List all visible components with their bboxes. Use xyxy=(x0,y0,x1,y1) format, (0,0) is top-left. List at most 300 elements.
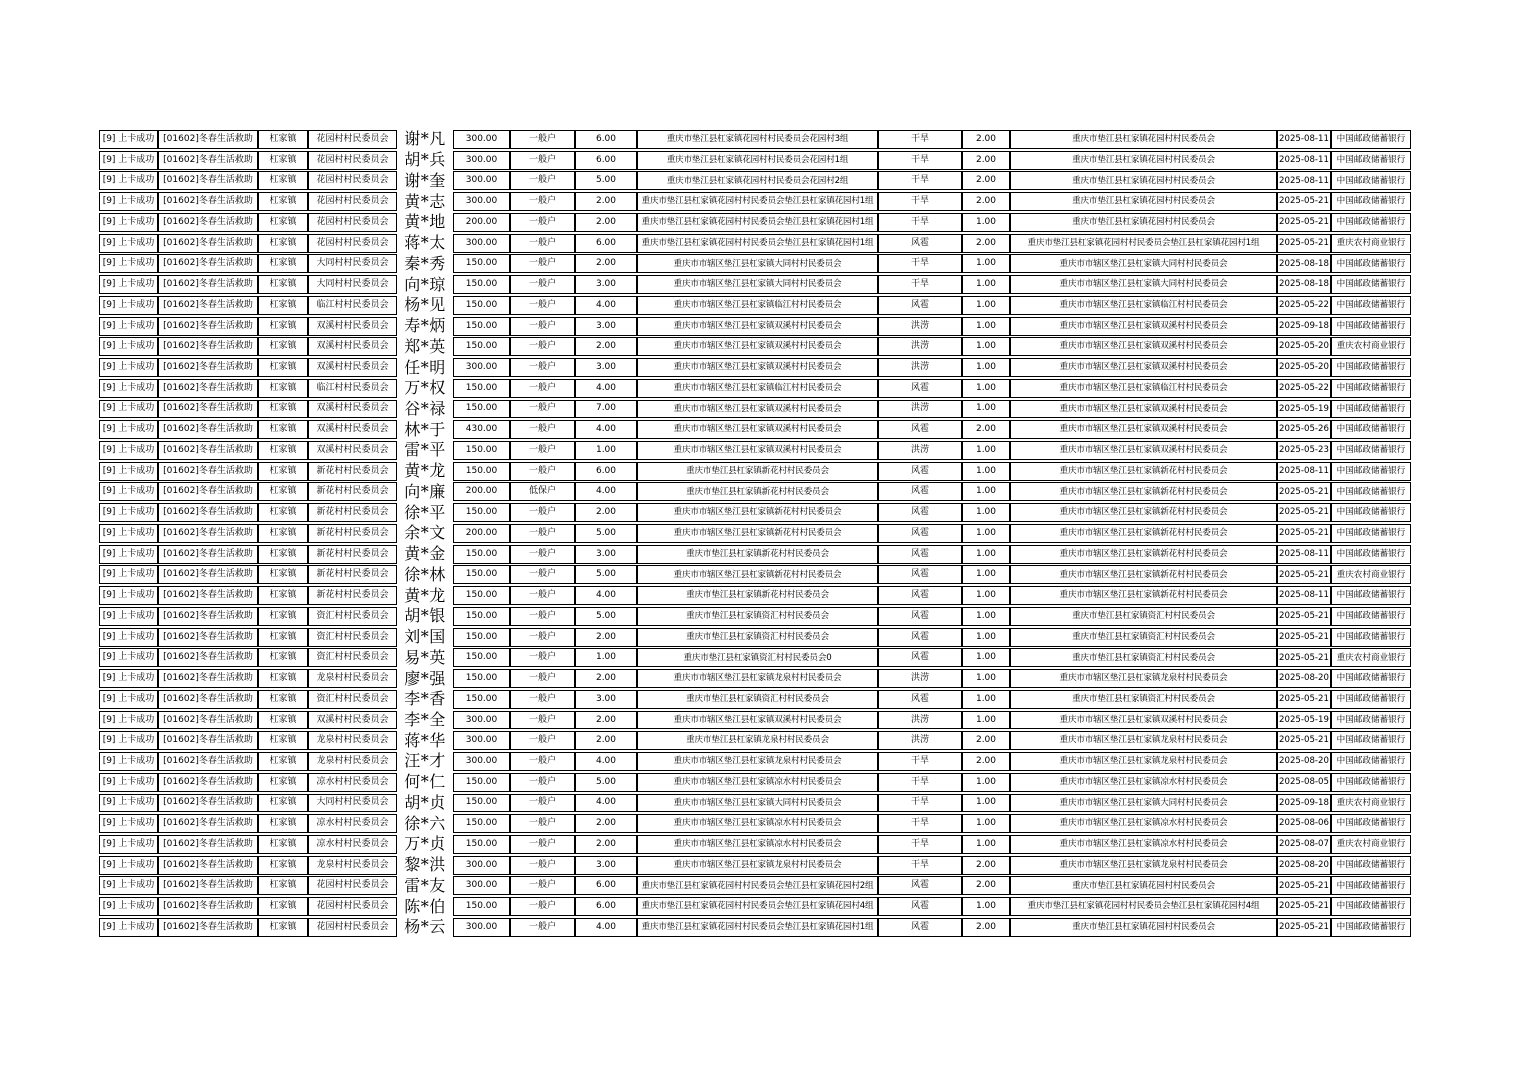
bank-cell: 中国邮政储蓄银行 xyxy=(1331,897,1411,916)
village-committee-cell: 花园村村民委员会 xyxy=(308,151,397,170)
beneficiary-name: 徐*六 xyxy=(397,814,453,833)
payment-date-cell: 2025-05-21 xyxy=(1277,607,1331,626)
household-type-cell: 一般户 xyxy=(510,171,575,190)
beneficiary-name: 杨*云 xyxy=(397,918,453,937)
household-type-cell: 一般户 xyxy=(510,835,575,854)
payment-date-cell: 2025-05-20 xyxy=(1277,358,1331,377)
reporting-org-cell: 重庆市垫江县杠家镇新花村村民委员会 xyxy=(637,482,878,501)
household-type-cell: 一般户 xyxy=(510,296,575,315)
status-cell: [9] 上卡成功 xyxy=(99,171,158,190)
disaster-count-cell: 2.00 xyxy=(962,130,1010,149)
table-row xyxy=(99,752,1411,771)
table-row xyxy=(99,441,1411,460)
disaster-count-cell: 2.00 xyxy=(962,876,1010,895)
reporting-org-cell: 重庆市市辖区垫江县杠家镇双溪村村民委员会 xyxy=(637,317,878,336)
beneficiary-name: 蒋*华 xyxy=(397,731,453,750)
family-count-cell: 4.00 xyxy=(575,794,637,813)
beneficiary-name: 黄*志 xyxy=(397,192,453,211)
household-type-cell: 一般户 xyxy=(510,151,575,170)
town-cell: 杠家镇 xyxy=(258,317,308,336)
family-count-cell: 2.00 xyxy=(575,213,637,232)
status-cell: [9] 上卡成功 xyxy=(99,441,158,460)
household-type-cell: 一般户 xyxy=(510,773,575,792)
village-committee-cell: 花园村村民委员会 xyxy=(308,213,397,232)
reporting-org-cell: 重庆市市辖区垫江县杠家镇凉水村村民委员会 xyxy=(637,773,878,792)
beneficiary-name: 林*于 xyxy=(397,420,453,439)
amount-cell: 200.00 xyxy=(453,524,510,543)
payee-org-cell: 重庆市市辖区垫江县杠家镇龙泉村村民委员会 xyxy=(1010,856,1277,875)
town-cell: 杠家镇 xyxy=(258,358,308,377)
disaster-count-cell: 1.00 xyxy=(962,897,1010,916)
amount-cell: 300.00 xyxy=(453,171,510,190)
amount-cell: 150.00 xyxy=(453,337,510,356)
aid-type-cell: [01602]冬春生活救助 xyxy=(158,897,258,916)
table-row xyxy=(99,462,1411,481)
disaster-type-cell: 风雹 xyxy=(878,648,962,667)
bank-cell: 重庆农村商业银行 xyxy=(1331,794,1411,813)
beneficiary-name: 万*权 xyxy=(397,379,453,398)
amount-cell: 150.00 xyxy=(453,814,510,833)
family-count-cell: 3.00 xyxy=(575,856,637,875)
family-count-cell: 5.00 xyxy=(575,773,637,792)
payee-org-cell: 重庆市市辖区垫江县杠家镇新花村村民委员会 xyxy=(1010,545,1277,564)
status-cell: [9] 上卡成功 xyxy=(99,814,158,833)
bank-cell: 中国邮政储蓄银行 xyxy=(1331,400,1411,419)
disaster-type-cell: 风雹 xyxy=(878,234,962,253)
aid-type-cell: [01602]冬春生活救助 xyxy=(158,773,258,792)
reporting-org-cell: 重庆市垫江县杠家镇新花村村民委员会 xyxy=(637,586,878,605)
bank-cell: 中国邮政储蓄银行 xyxy=(1331,296,1411,315)
village-committee-cell: 大同村村民委员会 xyxy=(308,794,397,813)
family-count-cell: 1.00 xyxy=(575,648,637,667)
disaster-count-cell: 2.00 xyxy=(962,151,1010,170)
disaster-type-cell: 干旱 xyxy=(878,130,962,149)
payment-date-cell: 2025-08-06 xyxy=(1277,814,1331,833)
disaster-count-cell: 1.00 xyxy=(962,628,1010,647)
disaster-count-cell: 1.00 xyxy=(962,545,1010,564)
bank-cell: 中国邮政储蓄银行 xyxy=(1331,317,1411,336)
beneficiary-name: 何*仁 xyxy=(397,773,453,792)
village-committee-cell: 资汇村村民委员会 xyxy=(308,648,397,667)
family-count-cell: 4.00 xyxy=(575,586,637,605)
disaster-count-cell: 1.00 xyxy=(962,317,1010,336)
payment-date-cell: 2025-05-26 xyxy=(1277,420,1331,439)
aid-type-cell: [01602]冬春生活救助 xyxy=(158,400,258,419)
table-row xyxy=(99,358,1411,377)
table-row xyxy=(99,213,1411,232)
status-cell: [9] 上卡成功 xyxy=(99,317,158,336)
aid-type-cell: [01602]冬春生活救助 xyxy=(158,648,258,667)
status-cell: [9] 上卡成功 xyxy=(99,711,158,730)
family-count-cell: 6.00 xyxy=(575,234,637,253)
bank-cell: 中国邮政储蓄银行 xyxy=(1331,503,1411,522)
payment-date-cell: 2025-08-07 xyxy=(1277,835,1331,854)
payee-org-cell: 重庆市垫江县杠家镇花园村村民委员会 xyxy=(1010,151,1277,170)
amount-cell: 300.00 xyxy=(453,856,510,875)
disaster-count-cell: 1.00 xyxy=(962,296,1010,315)
household-type-cell: 一般户 xyxy=(510,358,575,377)
disaster-count-cell: 1.00 xyxy=(962,358,1010,377)
reporting-org-cell: 重庆市市辖区垫江县杠家镇龙泉村村民委员会 xyxy=(637,752,878,771)
reporting-org-cell: 重庆市市辖区垫江县杠家镇临江村村民委员会 xyxy=(637,296,878,315)
payment-date-cell: 2025-05-21 xyxy=(1277,503,1331,522)
disaster-type-cell: 风雹 xyxy=(878,296,962,315)
disaster-type-cell: 风雹 xyxy=(878,482,962,501)
bank-cell: 中国邮政储蓄银行 xyxy=(1331,192,1411,211)
table-row xyxy=(99,234,1411,253)
table-row xyxy=(99,648,1411,667)
town-cell: 杠家镇 xyxy=(258,586,308,605)
beneficiary-name: 余*文 xyxy=(397,524,453,543)
town-cell: 杠家镇 xyxy=(258,420,308,439)
household-type-cell: 一般户 xyxy=(510,648,575,667)
household-type-cell: 一般户 xyxy=(510,441,575,460)
household-type-cell: 一般户 xyxy=(510,794,575,813)
village-committee-cell: 新花村村民委员会 xyxy=(308,565,397,584)
table-row xyxy=(99,897,1411,916)
village-committee-cell: 双溪村村民委员会 xyxy=(308,358,397,377)
bank-cell: 中国邮政储蓄银行 xyxy=(1331,213,1411,232)
disaster-count-cell: 1.00 xyxy=(962,773,1010,792)
disaster-type-cell: 干旱 xyxy=(878,835,962,854)
payee-org-cell: 重庆市市辖区垫江县杠家镇大同村村民委员会 xyxy=(1010,254,1277,273)
aid-type-cell: [01602]冬春生活救助 xyxy=(158,690,258,709)
reporting-org-cell: 重庆市垫江县杠家镇花园村村民委员会垫江县杠家镇花园村1组 xyxy=(637,234,878,253)
aid-type-cell: [01602]冬春生活救助 xyxy=(158,275,258,294)
family-count-cell: 2.00 xyxy=(575,254,637,273)
disaster-type-cell: 风雹 xyxy=(878,690,962,709)
payee-org-cell: 重庆市市辖区垫江县杠家镇新花村村民委员会 xyxy=(1010,565,1277,584)
payee-org-cell: 重庆市垫江县杠家镇花园村村民委员会 xyxy=(1010,171,1277,190)
village-committee-cell: 花园村村民委员会 xyxy=(308,171,397,190)
disaster-count-cell: 1.00 xyxy=(962,337,1010,356)
beneficiary-name: 任*明 xyxy=(397,358,453,377)
reporting-org-cell: 重庆市市辖区垫江县杠家镇新花村村民委员会 xyxy=(637,524,878,543)
village-committee-cell: 临江村村民委员会 xyxy=(308,296,397,315)
village-committee-cell: 花园村村民委员会 xyxy=(308,918,397,937)
household-type-cell: 一般户 xyxy=(510,628,575,647)
amount-cell: 150.00 xyxy=(453,254,510,273)
town-cell: 杠家镇 xyxy=(258,814,308,833)
status-cell: [9] 上卡成功 xyxy=(99,192,158,211)
bank-cell: 中国邮政储蓄银行 xyxy=(1331,545,1411,564)
beneficiary-name: 谷*禄 xyxy=(397,400,453,419)
disaster-type-cell: 风雹 xyxy=(878,918,962,937)
reporting-org-cell: 重庆市垫江县杠家镇新花村村民委员会 xyxy=(637,462,878,481)
household-type-cell: 一般户 xyxy=(510,524,575,543)
village-committee-cell: 凉水村村民委员会 xyxy=(308,814,397,833)
family-count-cell: 4.00 xyxy=(575,420,637,439)
disaster-type-cell: 干旱 xyxy=(878,752,962,771)
status-cell: [9] 上卡成功 xyxy=(99,856,158,875)
disaster-type-cell: 风雹 xyxy=(878,628,962,647)
family-count-cell: 3.00 xyxy=(575,545,637,564)
household-type-cell: 一般户 xyxy=(510,337,575,356)
payee-org-cell: 重庆市市辖区垫江县杠家镇双溪村村民委员会 xyxy=(1010,400,1277,419)
beneficiary-name: 胡*银 xyxy=(397,607,453,626)
family-count-cell: 2.00 xyxy=(575,835,637,854)
beneficiary-name: 秦*秀 xyxy=(397,254,453,273)
household-type-cell: 一般户 xyxy=(510,213,575,232)
reporting-org-cell: 重庆市垫江县杠家镇花园村村民委员会花园村2组 xyxy=(637,171,878,190)
disaster-type-cell: 干旱 xyxy=(878,773,962,792)
status-cell: [9] 上卡成功 xyxy=(99,648,158,667)
payee-org-cell: 重庆市垫江县杠家镇花园村村民委员会 xyxy=(1010,213,1277,232)
reporting-org-cell: 重庆市市辖区垫江县杠家镇新花村村民委员会 xyxy=(637,503,878,522)
payee-org-cell: 重庆市垫江县杠家镇花园村村民委员会 xyxy=(1010,130,1277,149)
family-count-cell: 2.00 xyxy=(575,711,637,730)
status-cell: [9] 上卡成功 xyxy=(99,773,158,792)
payee-org-cell: 重庆市垫江县杠家镇资汇村村民委员会 xyxy=(1010,648,1277,667)
aid-type-cell: [01602]冬春生活救助 xyxy=(158,254,258,273)
disaster-count-cell: 1.00 xyxy=(962,275,1010,294)
payment-date-cell: 2025-05-21 xyxy=(1277,565,1331,584)
amount-cell: 300.00 xyxy=(453,358,510,377)
household-type-cell: 一般户 xyxy=(510,545,575,564)
payee-org-cell: 重庆市市辖区垫江县杠家镇临江村村民委员会 xyxy=(1010,379,1277,398)
beneficiary-name: 李*全 xyxy=(397,711,453,730)
family-count-cell: 2.00 xyxy=(575,628,637,647)
village-committee-cell: 龙泉村村民委员会 xyxy=(308,669,397,688)
reporting-org-cell: 重庆市垫江县杠家镇花园村村民委员会垫江县杠家镇花园村1组 xyxy=(637,213,878,232)
disaster-count-cell: 1.00 xyxy=(962,669,1010,688)
reporting-org-cell: 重庆市垫江县杠家镇花园村村民委员会垫江县杠家镇花园村4组 xyxy=(637,897,878,916)
village-committee-cell: 花园村村民委员会 xyxy=(308,130,397,149)
town-cell: 杠家镇 xyxy=(258,254,308,273)
payment-date-cell: 2025-08-11 xyxy=(1277,171,1331,190)
amount-cell: 300.00 xyxy=(453,731,510,750)
table-row xyxy=(99,254,1411,273)
payment-date-cell: 2025-08-18 xyxy=(1277,254,1331,273)
town-cell: 杠家镇 xyxy=(258,918,308,937)
village-committee-cell: 新花村村民委员会 xyxy=(308,524,397,543)
disaster-count-cell: 1.00 xyxy=(962,441,1010,460)
disaster-type-cell: 洪涝 xyxy=(878,711,962,730)
payee-org-cell: 重庆市市辖区垫江县杠家镇双溪村村民委员会 xyxy=(1010,337,1277,356)
town-cell: 杠家镇 xyxy=(258,213,308,232)
beneficiary-name: 廖*强 xyxy=(397,669,453,688)
beneficiary-name: 刘*国 xyxy=(397,628,453,647)
household-type-cell: 一般户 xyxy=(510,814,575,833)
bank-cell: 中国邮政储蓄银行 xyxy=(1331,711,1411,730)
bank-cell: 中国邮政储蓄银行 xyxy=(1331,814,1411,833)
disaster-type-cell: 洪涝 xyxy=(878,358,962,377)
bank-cell: 中国邮政储蓄银行 xyxy=(1331,254,1411,273)
reporting-org-cell: 重庆市市辖区垫江县杠家镇双溪村村民委员会 xyxy=(637,337,878,356)
household-type-cell: 一般户 xyxy=(510,565,575,584)
payee-org-cell: 重庆市市辖区垫江县杠家镇临江村村民委员会 xyxy=(1010,296,1277,315)
family-count-cell: 4.00 xyxy=(575,482,637,501)
bank-cell: 重庆农村商业银行 xyxy=(1331,648,1411,667)
disaster-type-cell: 洪涝 xyxy=(878,317,962,336)
table-row xyxy=(99,876,1411,895)
aid-type-cell: [01602]冬春生活救助 xyxy=(158,420,258,439)
reporting-org-cell: 重庆市市辖区垫江县杠家镇凉水村村民委员会 xyxy=(637,835,878,854)
payment-date-cell: 2025-05-21 xyxy=(1277,918,1331,937)
amount-cell: 150.00 xyxy=(453,897,510,916)
village-committee-cell: 大同村村民委员会 xyxy=(308,275,397,294)
aid-type-cell: [01602]冬春生活救助 xyxy=(158,213,258,232)
village-committee-cell: 双溪村村民委员会 xyxy=(308,711,397,730)
aid-type-cell: [01602]冬春生活救助 xyxy=(158,234,258,253)
family-count-cell: 2.00 xyxy=(575,337,637,356)
table-row xyxy=(99,628,1411,647)
household-type-cell: 一般户 xyxy=(510,669,575,688)
payment-date-cell: 2025-09-18 xyxy=(1277,317,1331,336)
disaster-type-cell: 洪涝 xyxy=(878,669,962,688)
status-cell: [9] 上卡成功 xyxy=(99,835,158,854)
beneficiary-name: 谢*凡 xyxy=(397,130,453,149)
household-type-cell: 一般户 xyxy=(510,586,575,605)
amount-cell: 150.00 xyxy=(453,545,510,564)
disaster-count-cell: 1.00 xyxy=(962,711,1010,730)
status-cell: [9] 上卡成功 xyxy=(99,690,158,709)
benefit-payment-table xyxy=(99,130,1411,939)
payee-org-cell: 重庆市垫江县杠家镇花园村村民委员会 xyxy=(1010,192,1277,211)
payment-date-cell: 2025-05-21 xyxy=(1277,648,1331,667)
disaster-type-cell: 洪涝 xyxy=(878,731,962,750)
beneficiary-name: 杨*见 xyxy=(397,296,453,315)
village-committee-cell: 大同村村民委员会 xyxy=(308,254,397,273)
table-row xyxy=(99,317,1411,336)
disaster-count-cell: 1.00 xyxy=(962,254,1010,273)
reporting-org-cell: 重庆市市辖区垫江县杠家镇新花村村民委员会 xyxy=(637,565,878,584)
reporting-org-cell: 重庆市市辖区垫江县杠家镇临江村村民委员会 xyxy=(637,379,878,398)
disaster-count-cell: 1.00 xyxy=(962,503,1010,522)
family-count-cell: 2.00 xyxy=(575,503,637,522)
table-row xyxy=(99,296,1411,315)
town-cell: 杠家镇 xyxy=(258,296,308,315)
household-type-cell: 一般户 xyxy=(510,856,575,875)
table-row xyxy=(99,731,1411,750)
payment-date-cell: 2025-08-20 xyxy=(1277,856,1331,875)
bank-cell: 中国邮政储蓄银行 xyxy=(1331,773,1411,792)
disaster-count-cell: 1.00 xyxy=(962,586,1010,605)
aid-type-cell: [01602]冬春生活救助 xyxy=(158,462,258,481)
town-cell: 杠家镇 xyxy=(258,752,308,771)
amount-cell: 300.00 xyxy=(453,130,510,149)
village-committee-cell: 双溪村村民委员会 xyxy=(308,400,397,419)
family-count-cell: 7.00 xyxy=(575,400,637,419)
beneficiary-name: 胡*兵 xyxy=(397,151,453,170)
disaster-count-cell: 1.00 xyxy=(962,690,1010,709)
disaster-count-cell: 2.00 xyxy=(962,171,1010,190)
payment-date-cell: 2025-05-22 xyxy=(1277,379,1331,398)
payee-org-cell: 重庆市垫江县杠家镇花园村村民委员会垫江县杠家镇花园村1组 xyxy=(1010,234,1277,253)
payment-date-cell: 2025-05-20 xyxy=(1277,337,1331,356)
table-row xyxy=(99,607,1411,626)
family-count-cell: 5.00 xyxy=(575,171,637,190)
payee-org-cell: 重庆市市辖区垫江县杠家镇大同村村民委员会 xyxy=(1010,275,1277,294)
reporting-org-cell: 重庆市市辖区垫江县杠家镇双溪村村民委员会 xyxy=(637,400,878,419)
status-cell: [9] 上卡成功 xyxy=(99,337,158,356)
reporting-org-cell: 重庆市垫江县杠家镇花园村村民委员会垫江县杠家镇花园村2组 xyxy=(637,876,878,895)
disaster-type-cell: 干旱 xyxy=(878,794,962,813)
status-cell: [9] 上卡成功 xyxy=(99,254,158,273)
disaster-count-cell: 1.00 xyxy=(962,607,1010,626)
payment-date-cell: 2025-05-21 xyxy=(1277,482,1331,501)
beneficiary-name: 黄*龙 xyxy=(397,462,453,481)
disaster-count-cell: 1.00 xyxy=(962,462,1010,481)
family-count-cell: 5.00 xyxy=(575,607,637,626)
family-count-cell: 6.00 xyxy=(575,130,637,149)
bank-cell: 中国邮政储蓄银行 xyxy=(1331,669,1411,688)
disaster-type-cell: 干旱 xyxy=(878,275,962,294)
table-row xyxy=(99,420,1411,439)
payee-org-cell: 重庆市市辖区垫江县杠家镇龙泉村村民委员会 xyxy=(1010,731,1277,750)
amount-cell: 300.00 xyxy=(453,876,510,895)
family-count-cell: 2.00 xyxy=(575,731,637,750)
disaster-count-cell: 2.00 xyxy=(962,420,1010,439)
payee-org-cell: 重庆市垫江县杠家镇资汇村村民委员会 xyxy=(1010,690,1277,709)
bank-cell: 重庆农村商业银行 xyxy=(1331,337,1411,356)
payee-org-cell: 重庆市市辖区垫江县杠家镇龙泉村村民委员会 xyxy=(1010,669,1277,688)
disaster-type-cell: 干旱 xyxy=(878,254,962,273)
beneficiary-name: 向*廉 xyxy=(397,482,453,501)
disaster-type-cell: 洪涝 xyxy=(878,400,962,419)
household-type-cell: 一般户 xyxy=(510,607,575,626)
status-cell: [9] 上卡成功 xyxy=(99,420,158,439)
bank-cell: 中国邮政储蓄银行 xyxy=(1331,358,1411,377)
status-cell: [9] 上卡成功 xyxy=(99,586,158,605)
town-cell: 杠家镇 xyxy=(258,669,308,688)
disaster-type-cell: 干旱 xyxy=(878,171,962,190)
table-row xyxy=(99,565,1411,584)
payment-date-cell: 2025-05-21 xyxy=(1277,192,1331,211)
payment-date-cell: 2025-05-19 xyxy=(1277,711,1331,730)
town-cell: 杠家镇 xyxy=(258,856,308,875)
village-committee-cell: 新花村村民委员会 xyxy=(308,462,397,481)
table-row xyxy=(99,711,1411,730)
payment-date-cell: 2025-05-21 xyxy=(1277,628,1331,647)
beneficiary-name: 蒋*太 xyxy=(397,234,453,253)
amount-cell: 200.00 xyxy=(453,482,510,501)
payment-date-cell: 2025-08-11 xyxy=(1277,586,1331,605)
aid-type-cell: [01602]冬春生活救助 xyxy=(158,565,258,584)
beneficiary-name: 寿*炳 xyxy=(397,317,453,336)
amount-cell: 150.00 xyxy=(453,607,510,626)
beneficiary-name: 黎*洪 xyxy=(397,856,453,875)
village-committee-cell: 双溪村村民委员会 xyxy=(308,337,397,356)
bank-cell: 中国邮政储蓄银行 xyxy=(1331,856,1411,875)
household-type-cell: 一般户 xyxy=(510,400,575,419)
disaster-count-cell: 1.00 xyxy=(962,400,1010,419)
payee-org-cell: 重庆市市辖区垫江县杠家镇双溪村村民委员会 xyxy=(1010,711,1277,730)
beneficiary-name: 万*贞 xyxy=(397,835,453,854)
aid-type-cell: [01602]冬春生活救助 xyxy=(158,711,258,730)
bank-cell: 重庆农村商业银行 xyxy=(1331,234,1411,253)
aid-type-cell: [01602]冬春生活救助 xyxy=(158,876,258,895)
payment-date-cell: 2025-05-22 xyxy=(1277,296,1331,315)
aid-type-cell: [01602]冬春生活救助 xyxy=(158,545,258,564)
payment-date-cell: 2025-08-11 xyxy=(1277,545,1331,564)
village-committee-cell: 花园村村民委员会 xyxy=(308,192,397,211)
disaster-count-cell: 1.00 xyxy=(962,379,1010,398)
beneficiary-name: 李*香 xyxy=(397,690,453,709)
village-committee-cell: 临江村村民委员会 xyxy=(308,379,397,398)
amount-cell: 150.00 xyxy=(453,628,510,647)
table-row xyxy=(99,151,1411,170)
household-type-cell: 一般户 xyxy=(510,752,575,771)
payment-date-cell: 2025-05-23 xyxy=(1277,441,1331,460)
family-count-cell: 3.00 xyxy=(575,358,637,377)
table-row xyxy=(99,379,1411,398)
status-cell: [9] 上卡成功 xyxy=(99,545,158,564)
table-row xyxy=(99,275,1411,294)
payee-org-cell: 重庆市市辖区垫江县杠家镇双溪村村民委员会 xyxy=(1010,441,1277,460)
town-cell: 杠家镇 xyxy=(258,400,308,419)
aid-type-cell: [01602]冬春生活救助 xyxy=(158,752,258,771)
